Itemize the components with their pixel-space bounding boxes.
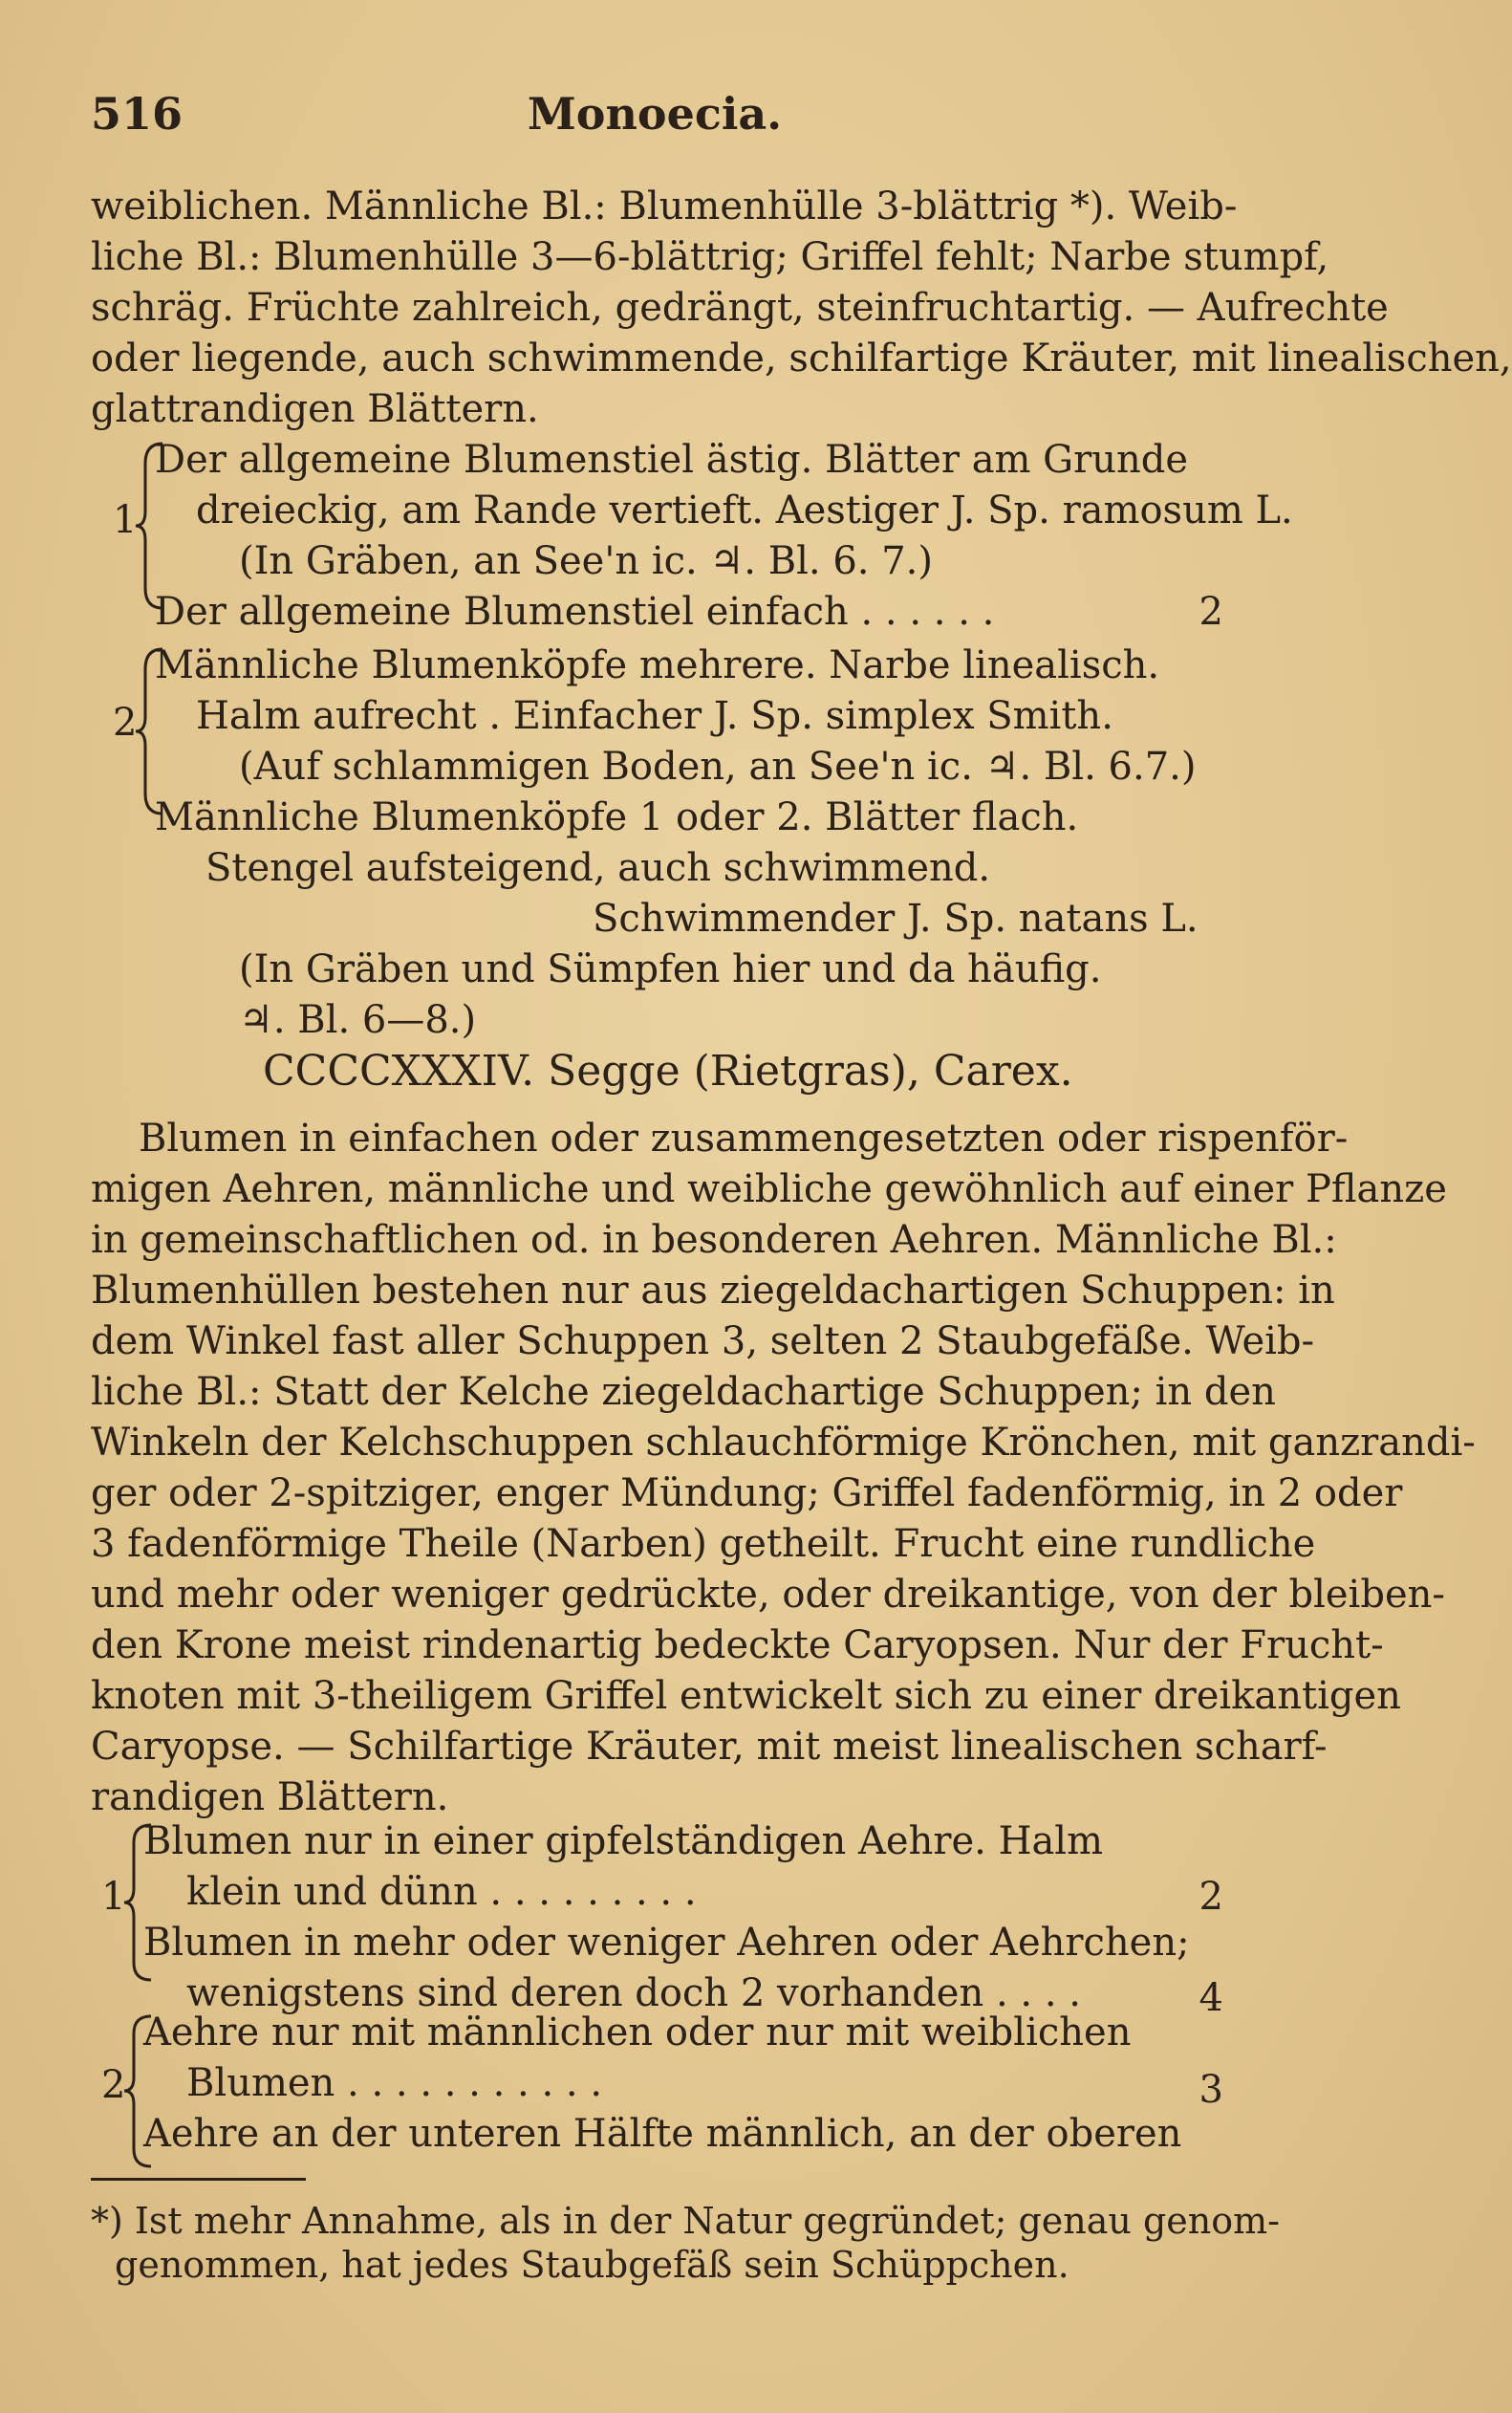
text-line: in gemeinschaftlichen od. in besonderen Aehren. Männliche Bl.: xyxy=(91,1218,1337,1262)
key-line: (In Gräben, an See'n ic. ♃. Bl. 6. 7.) xyxy=(239,539,933,583)
key-line: Der allgemeine Blumenstiel einfach . . . . . . xyxy=(155,590,995,634)
key-line: klein und dünn . . . . . . . . . xyxy=(186,1870,697,1914)
text-line: ger oder 2-spitziger, enger Mündung; Griffel fadenförmig, in 2 oder xyxy=(91,1471,1403,1515)
key-number: 2 xyxy=(101,2063,126,2107)
key-goto: 3 xyxy=(1199,2068,1223,2112)
text-line: migen Aehren, männliche und weibliche gewöhnlich auf einer Pflanze xyxy=(91,1167,1447,1211)
key-line: Blumen nur in einer gipfelständigen Aehre. Halm xyxy=(143,1819,1104,1863)
key-line: Der allgemeine Blumenstiel ästig. Blätter am Grunde xyxy=(155,438,1189,482)
text-line: oder liegende, auch schwimmende, schilfartige Kräuter, mit linealischen, xyxy=(91,337,1512,380)
footnote-line: genommen, hat jedes Staubgefäß sein Schüppchen. xyxy=(115,2244,1069,2286)
key-goto: 2 xyxy=(1199,590,1223,634)
text-line: 3 fadenförmige Theile (Narben) getheilt. Frucht eine rundliche xyxy=(91,1522,1316,1566)
key-line: Schwimmender J. Sp. natans L. xyxy=(593,897,1199,941)
key-line: Aehre nur mit männlichen oder nur mit weiblichen xyxy=(143,2011,1132,2054)
text-line: randigen Blättern. xyxy=(91,1775,449,1819)
text-line: dem Winkel fast aller Schuppen 3, selten 2 Staubgefäße. Weib- xyxy=(91,1319,1315,1363)
footnote-line: *) Ist mehr Annahme, als in der Natur gegründet; genau genom- xyxy=(91,2200,1280,2242)
key-line: Blumen in mehr oder weniger Aehren oder Aehrchen; xyxy=(143,1921,1190,1965)
text-line: glattrandigen Blättern. xyxy=(91,387,539,431)
text-line: Winkeln der Kelchschuppen schlauchförmige Krönchen, mit ganzrandi- xyxy=(91,1421,1476,1465)
key-line: Aehre an der unteren Hälfte männlich, an der oberen xyxy=(143,2112,1182,2156)
footnote-divider xyxy=(91,2178,306,2181)
text-line: liche Bl.: Blumenhülle 3—6-blättrig; Griffel fehlt; Narbe stumpf, xyxy=(91,235,1329,279)
key-line: Blumen . . . . . . . . . . . xyxy=(186,2061,603,2105)
page-header xyxy=(91,88,1219,145)
text-line: knoten mit 3-theiligem Griffel entwickelt sich zu einer dreikantigen xyxy=(91,1674,1401,1718)
text-line: liche Bl.: Statt der Kelche ziegeldachartige Schuppen; in den xyxy=(91,1370,1276,1414)
key-goto: 4 xyxy=(1199,1976,1223,2020)
section-title: CCCCXXXIV. Segge (Rietgras), Carex. xyxy=(263,1047,1073,1096)
key-line: (Auf schlammigen Boden, an See'n ic. ♃. Bl. 6.7.) xyxy=(239,745,1197,789)
text-line: und mehr oder weniger gedrückte, oder dreikantige, von der bleiben- xyxy=(91,1573,1445,1617)
key-number: 1 xyxy=(113,498,138,542)
text-line: schräg. Früchte zahlreich, gedrängt, steinfruchtartig. — Aufrechte xyxy=(91,286,1389,330)
key-line: wenigstens sind deren doch 2 vorhanden . . . . xyxy=(186,1971,1081,2015)
key-line: (In Gräben und Sümpfen hier und da häufig. xyxy=(239,947,1102,991)
key-number: 2 xyxy=(113,701,138,745)
text-line: den Krone meist rindenartig bedeckte Caryopsen. Nur der Frucht- xyxy=(91,1623,1384,1667)
key-goto: 2 xyxy=(1199,1875,1223,1919)
key-line: Stengel aufsteigend, auch schwimmend. xyxy=(205,846,991,890)
key-number: 1 xyxy=(101,1875,126,1919)
text-line: weiblichen. Männliche Bl.: Blumenhülle 3-blättrig *). Weib- xyxy=(91,185,1238,228)
text-line: Blumenhüllen bestehen nur aus ziegeldachartigen Schuppen: in xyxy=(91,1269,1335,1313)
key-line: Halm aufrecht . Einfacher J. Sp. simplex Smith. xyxy=(196,694,1113,738)
key-line: Männliche Blumenköpfe 1 oder 2. Blätter flach. xyxy=(155,795,1079,839)
key-line: dreieckig, am Rande vertieft. Aestiger J. Sp. ramosum L. xyxy=(196,489,1293,533)
key-line: ♃. Bl. 6—8.) xyxy=(239,998,477,1042)
text-line: Blumen in einfachen oder zusammengesetzten oder rispenför- xyxy=(139,1117,1349,1161)
page-number: 516 xyxy=(91,88,184,140)
running-title: Monoecia. xyxy=(527,88,783,140)
key-line: Männliche Blumenköpfe mehrere. Narbe linealisch. xyxy=(155,643,1160,687)
text-line: Caryopse. — Schilfartige Kräuter, mit meist linealischen scharf- xyxy=(91,1725,1328,1769)
